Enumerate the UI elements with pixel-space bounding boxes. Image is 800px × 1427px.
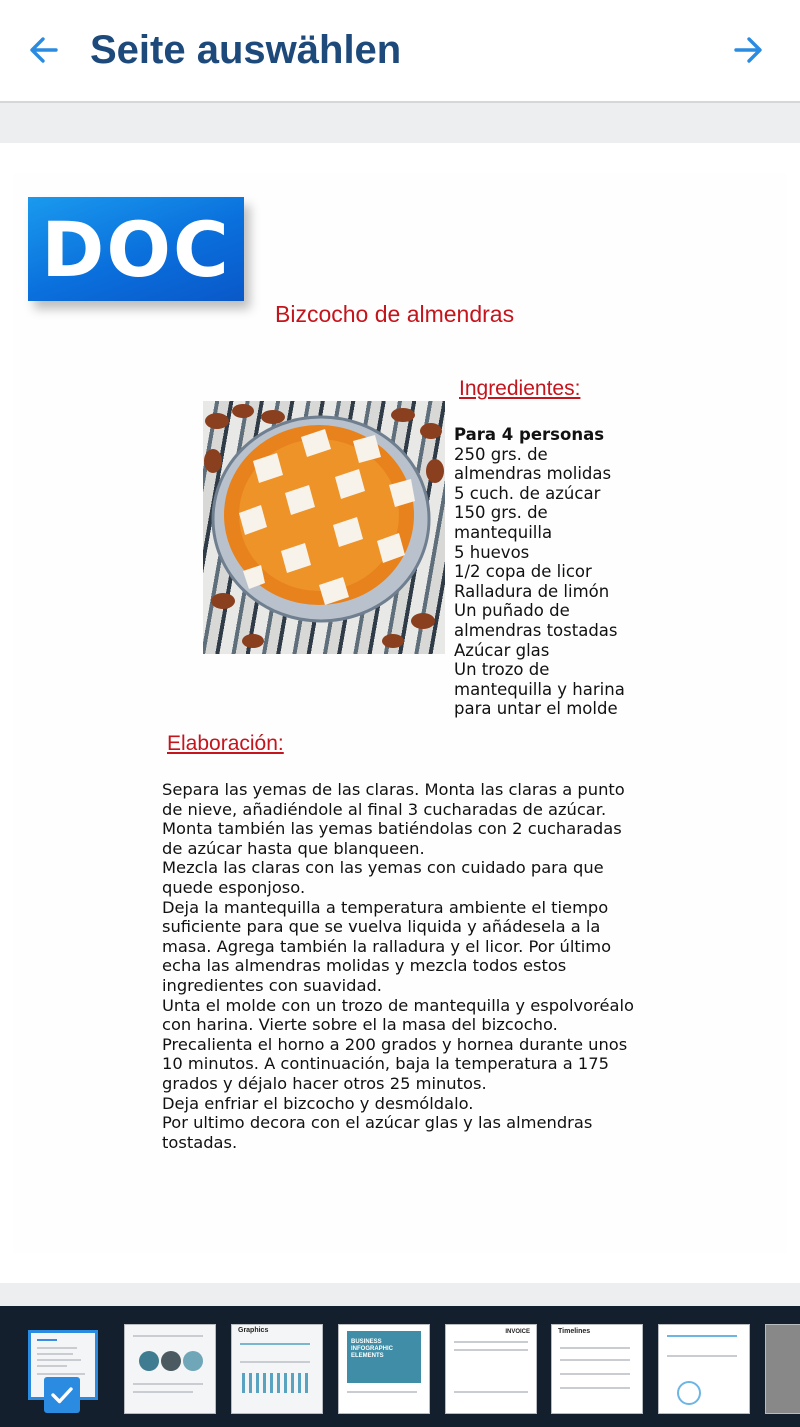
preparation-text <box>162 780 662 1152</box>
ingredient-line: almendras tostadas <box>454 620 618 640</box>
preparation-line: tostadas. <box>162 1132 238 1152</box>
preparation-line: 10 minutos. A continuación, baja la temperatura a 175 <box>162 1054 609 1074</box>
preparation-line: con harina. Vierte sobre el la masa del bizcocho. <box>162 1015 558 1035</box>
ingredient-line: 5 cuch. de azúcar <box>454 483 601 503</box>
preparation-line: Mezcla las claras con las yemas con cuidado para que <box>162 858 604 878</box>
ingredient-line: mantequilla <box>454 522 553 542</box>
ingredient-line: 250 grs. de <box>454 444 548 464</box>
ingredient-line: Un trozo de <box>454 660 550 680</box>
page-preview[interactable] <box>0 143 800 1283</box>
top-app-bar <box>0 0 800 103</box>
preparation-line: Separa las yemas de las claras. Monta las claras a punto <box>162 780 625 799</box>
checkmark-icon <box>49 1382 75 1408</box>
ingredients-list <box>454 425 654 719</box>
next-button[interactable] <box>724 26 772 74</box>
ingredient-line: mantequilla y harina <box>454 679 625 699</box>
preparation-line: Deja la mantequilla a temperatura ambiente el tiempo <box>162 897 609 917</box>
ingredient-line: 1/2 copa de licor <box>454 562 592 582</box>
thumbnail-page-4[interactable] <box>338 1324 430 1414</box>
arrow-left-icon <box>26 32 62 68</box>
thumbnail-label: BUSINESS INFOGRAPHIC ELEMENTS <box>351 1339 393 1359</box>
preparation-line: de nieve, añadiéndole al final 3 cucharadas de azúcar. <box>162 799 607 819</box>
preparation-line: Por ultimo decora con el azúcar glas y las almendras <box>162 1113 593 1133</box>
document-page <box>13 173 787 1253</box>
thumbnail-label: Graphics <box>238 1327 269 1334</box>
preparation-line: echa las almendras molidas y mezcla todos estos <box>162 956 567 976</box>
servings-label: Para 4 personas <box>454 425 605 444</box>
ingredient-line: 150 grs. de <box>454 503 548 523</box>
arrow-right-icon <box>730 32 766 68</box>
ingredient-line: almendras molidas <box>454 464 612 484</box>
ingredient-line: Ralladura de limón <box>454 581 610 601</box>
ingredients-heading: Ingredientes: <box>459 377 581 400</box>
thumbnail-page-5[interactable] <box>445 1324 537 1414</box>
preparation-line: grados y déjalo hacer otros 25 minutos. <box>162 1073 487 1093</box>
thumbnail-page-7[interactable] <box>658 1324 750 1414</box>
thumbnail-page-2[interactable] <box>124 1324 216 1414</box>
preparation-line: masa. Agrega también la ralladura y el licor. Por último <box>162 936 612 956</box>
thumbnail-page-6[interactable] <box>551 1324 643 1414</box>
preparation-line: Precalienta el horno a 200 grados y hornea durante unos <box>162 1034 628 1054</box>
preparation-line: suficiente para que se vuelva liquida y añádesela a la <box>162 917 601 937</box>
preparation-line: Monta también las yemas batiéndolas con 2 cucharadas <box>162 819 622 839</box>
selected-check[interactable] <box>44 1377 80 1413</box>
thumbnail-label: INVOICE <box>505 1329 530 1335</box>
page-thumbnail-strip[interactable] <box>0 1306 800 1427</box>
ingredient-line: Un puñado de <box>454 601 570 621</box>
preparation-line: de azúcar hasta que blanqueen. <box>162 838 425 858</box>
preparation-line: Unta el molde con un trozo de mantequilla y espolvoréalo <box>162 995 634 1015</box>
back-button[interactable] <box>20 26 68 74</box>
thumbnail-label: Timelines <box>558 1328 591 1335</box>
ingredient-line: para untar el molde <box>454 699 618 719</box>
preparation-line: Deja enfriar el bizcocho y desmóldalo. <box>162 1093 474 1113</box>
preparation-line: quede esponjoso. <box>162 877 306 897</box>
preparation-heading: Elaboración: <box>167 732 284 755</box>
thumbnail-page-8[interactable] <box>765 1324 800 1414</box>
ingredient-line: 5 huevos <box>454 542 530 562</box>
preparation-line: ingredientes con suavidad. <box>162 975 382 995</box>
doc-badge <box>28 197 244 301</box>
thumbnail-page-3[interactable] <box>231 1324 323 1414</box>
doc-badge-label: DOC <box>41 204 231 294</box>
cake-photo <box>203 401 445 654</box>
ingredient-line: Azúcar glas <box>454 640 550 660</box>
page-title: Seite auswählen <box>90 28 402 72</box>
recipe-title: Bizcocho de almendras <box>275 301 515 327</box>
